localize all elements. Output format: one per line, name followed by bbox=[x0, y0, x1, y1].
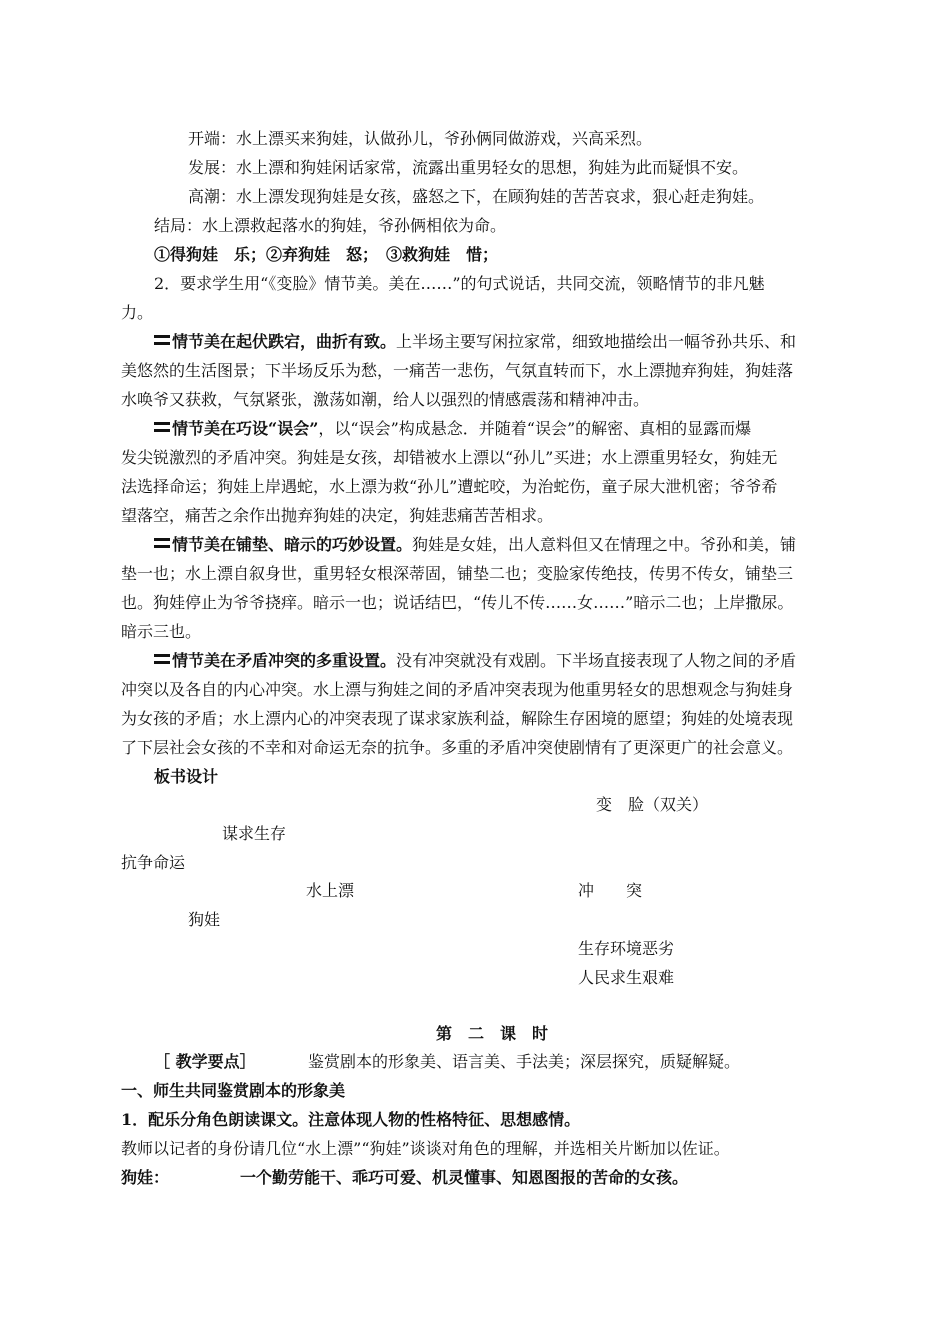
lesson2-points-text: 鉴赏剧本的形象美、语言美、手法美；深层探究，质疑解疑。 bbox=[308, 1052, 741, 1071]
plot-climax: 高潮：水上漂发现狗娃是女孩，盛怒之下，在顾狗娃的苦苦哀求，狠心赶走狗娃。 bbox=[188, 187, 765, 206]
task2-line2: 力。 bbox=[121, 303, 154, 322]
point-1-line: 水唤爷又获救，气氛紧张，激荡如潮，给人以强烈的情感震荡和精神冲击。 bbox=[121, 390, 650, 409]
board-environment: 生存环境恶劣 bbox=[578, 939, 675, 958]
point-2-heading: 情节美在巧设“误会” bbox=[172, 419, 319, 438]
double-bar-icon bbox=[154, 654, 170, 664]
board-gouwa: 狗娃 bbox=[188, 910, 221, 929]
point-4-text: 没有冲突就没有戏剧。下半场直接表现了人物之间的矛盾 bbox=[396, 651, 797, 670]
point-2-line: 发尖锐激烈的矛盾冲突。狗娃是女孩，却错被水上漂以“孙儿”买进；水上漂重男轻女，狗娃无 bbox=[121, 448, 778, 467]
double-bar-icon bbox=[154, 335, 170, 345]
plot-development: 发展：水上漂和狗娃闲话家常，流露出重男轻女的思想，狗娃为此而疑惧不安。 bbox=[188, 158, 749, 177]
plot-summary: ①得狗娃 乐；②弃狗娃 怒； ③救狗娃 惜； bbox=[154, 245, 499, 264]
gouwa-label: 狗娃： bbox=[121, 1168, 170, 1187]
point-3-line: 垫一也；水上漂自叙身世，重男轻女根深蒂固，铺垫二也；变脸家传绝技，传男不传女，铺垫三 bbox=[121, 564, 794, 583]
board-title: 变 脸（双关） bbox=[596, 795, 709, 814]
point-2-text: ，以“误会”构成悬念．并随着“误会”的解密、真相的显露而爆 bbox=[318, 419, 752, 438]
point-4-line: 为女孩的矛盾；水上漂内心的冲突表现了谋求家族利益，解除生存困境的愿望；狗娃的处境表现 bbox=[121, 709, 794, 728]
point-4-first-line bbox=[154, 651, 796, 671]
item1-description: 教师以记者的身份请几位“水上漂”“狗娃”谈谈对角色的理解，并选相关片断加以佐证。 bbox=[121, 1139, 730, 1158]
point-1-first-line bbox=[154, 332, 796, 352]
double-bar-icon bbox=[154, 538, 170, 548]
board-fight-fate: 抗争命运 bbox=[121, 853, 186, 872]
board-seek-survival: 谋求生存 bbox=[222, 824, 287, 843]
point-3-line: 也。狗娃停止为爷爷挠痒。暗示一也；说话结巴，“传儿不传……女……”暗示二也；上岸撒尿。 bbox=[121, 593, 794, 612]
point-1-line: 美悠然的生活图景；下半场反乐为愁，一痛苦一悲伤，气氛直转而下，水上漂抛弃狗娃，狗娃落 bbox=[121, 361, 794, 380]
plot-opening: 开端：水上漂买来狗娃，认做孙儿，爷孙俩同做游戏，兴高采烈。 bbox=[188, 129, 653, 148]
point-2-first-line bbox=[154, 419, 751, 439]
plot-ending: 结局：水上漂救起落水的狗娃，爷孙俩相依为命。 bbox=[154, 216, 507, 235]
lesson2-points-label: ［ 教学要点］ bbox=[154, 1052, 256, 1071]
point-4-heading: 情节美在矛盾冲突的多重设置。 bbox=[172, 651, 397, 670]
item1-heading: 1．配乐分角色朗读课文。注意体现人物的性格特征、思想感情。 bbox=[121, 1110, 581, 1129]
point-3-line: 暗示三也。 bbox=[121, 622, 202, 641]
board-people: 人民求生艰难 bbox=[578, 968, 675, 987]
point-2-line: 法选择命运；狗娃上岸遇蛇，水上漂为救“孙儿”遭蛇咬，为治蛇伤，童子尿大泄机密；爷爷希 bbox=[121, 477, 778, 496]
point-2-line: 望落空，痛苦之余作出抛弃狗娃的决定，狗娃悲痛苦苦相求。 bbox=[121, 506, 554, 525]
task2-line1: 2．要求学生用“《变脸》情节美。美在……”的句式说话，共同交流，领略情节的非凡魅 bbox=[154, 274, 765, 293]
point-1-text: 上半场主要写闲拉家常，细致地描绘出一幅爷孙共乐、和 bbox=[396, 332, 797, 351]
point-1-heading: 情节美在起伏跌宕，曲折有致。 bbox=[172, 332, 397, 351]
board-conflict: 冲 突 bbox=[578, 881, 643, 900]
point-3-first-line bbox=[154, 535, 796, 555]
point-3-text: 狗娃是女娃，出人意料但又在情理之中。爷孙和美，铺 bbox=[412, 535, 797, 554]
lesson2-title: 第 二 课 时 bbox=[436, 1024, 549, 1043]
point-3-heading: 情节美在铺垫、暗示的巧妙设置。 bbox=[172, 535, 413, 554]
gouwa-description: 一个勤劳能干、乖巧可爱、机灵懂事、知恩图报的苦命的女孩。 bbox=[240, 1168, 689, 1187]
section1-heading: 一、师生共同鉴赏剧本的形象美 bbox=[121, 1081, 346, 1100]
board-heading: 板书设计 bbox=[154, 767, 219, 786]
point-4-line: 冲突以及各自的内心冲突。水上漂与狗娃之间的矛盾冲突表现为他重男轻女的思想观念与狗娃身 bbox=[121, 680, 794, 699]
double-bar-icon bbox=[154, 422, 170, 432]
board-shuishangpiao: 水上漂 bbox=[306, 881, 355, 900]
point-4-line: 了下层社会女孩的不幸和对命运无奈的抗争。多重的矛盾冲突使剧情有了更深更广的社会意义。 bbox=[121, 738, 794, 757]
